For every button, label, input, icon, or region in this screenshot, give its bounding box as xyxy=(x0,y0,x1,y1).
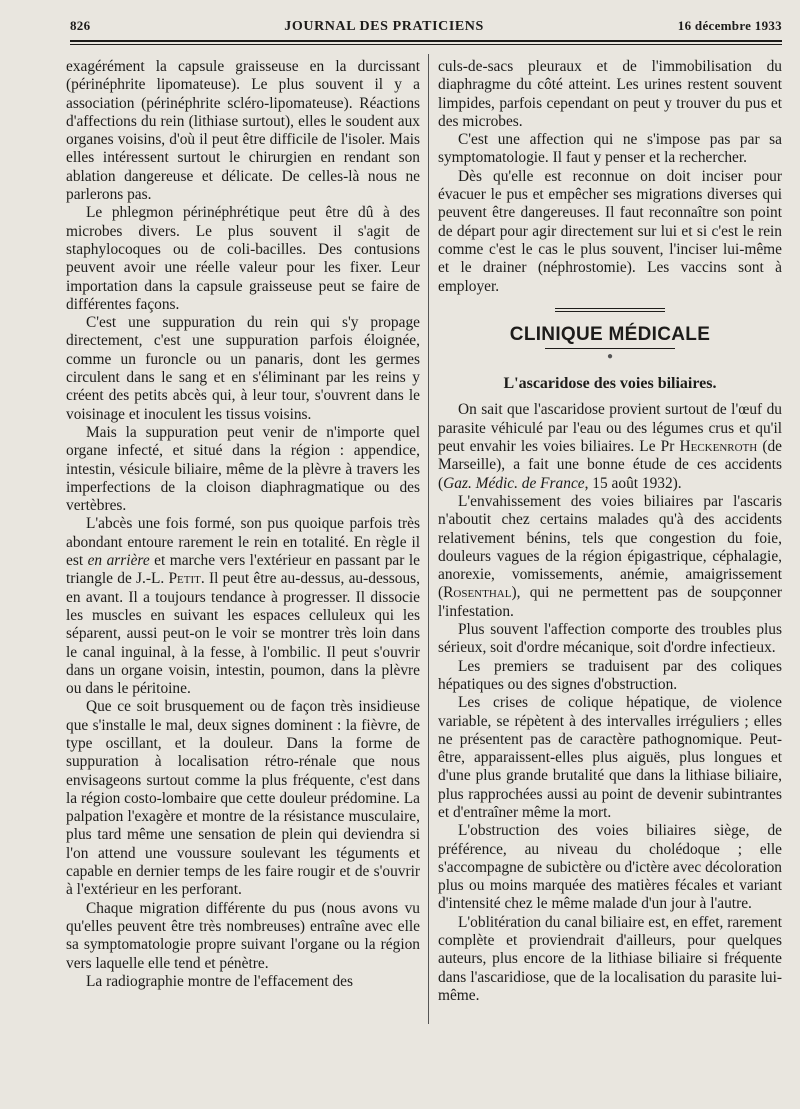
page-number: 826 xyxy=(70,18,91,33)
article-title: L'ascaridose des voies biliaires. xyxy=(503,375,717,393)
header-rule xyxy=(70,40,782,42)
author-name: Rosenthal xyxy=(443,584,512,602)
text-run: ), qui ne permettent pas de soupçonner l'infestation. xyxy=(438,584,782,620)
text-run: et marche vers l'extérieur en passant par le triangle de J.-L. xyxy=(66,552,420,588)
paragraph: L'obstruction des voies biliaires siège, de préférence, au niveau du cholédoque ; elle s'accompagne de subictère ou d'ictère avec décoloration plus ou moins marquée des matières fécales et variant d'intensité chez le même malade d'un jour à l'autre. xyxy=(438,822,782,913)
paragraph: La radiographie montre de l'effacement des xyxy=(86,972,353,990)
dot-ornament: ● xyxy=(606,351,614,363)
paragraph: Mais la suppuration peut venir de n'importe quel organe infecté, et situé dans la région : appendice, intestin, vésicule biliaire, même de la plèvre à travers les imperfections de la cloison diaphragmatique ou des vertèbres. xyxy=(66,423,420,515)
paragraph: Plus souvent l'affection comporte des troubles plus sérieux, soit d'ordre mécanique, soit d'ordre infectieux. xyxy=(438,621,782,657)
paragraph: Les crises de colique hépatique, de violence variable, se répètent à des intervalles irréguliers ; elles ne présentent pas de caractère pathognomique. Peut-être, apparaissent-elles plus aiguës, plus longues et d'une plus grande brutalité que dans la lithiase biliaire, plus rapprochées aussi au point de devenir subintrantes et d'entraîner même la mort. xyxy=(438,694,782,821)
left-column xyxy=(66,58,420,991)
paragraph xyxy=(438,401,782,492)
author-name: Heckenroth xyxy=(679,438,758,456)
paragraph: L'oblitération du canal biliaire est, en effet, rarement complète et proviendrait d'ailleurs, pour quelques auteurs, plus encore de la lithiase biliaire si fréquente dans l'ascaridiose, que de la localisation du parasite lui-même. xyxy=(438,913,782,1004)
paragraph: Le phlegmon périnéphrétique peut être dû à des microbes divers. Le plus souvent il s'agit de staphylocoques ou de coli-bacilles. Des contusions peuvent avoir une réelle valeur pour les fixer. Leur importation dans la capsule graisseuse peut se faire de différentes façons. xyxy=(66,204,420,313)
paragraph: Que ce soit brusquement ou de façon très insidieuse que s'installe le mal, deux signes dominent : la fièvre, de type oscillant, et la douleur. Dans la forme de suppuration à localisation rétro-rénale que nous envisageons surtout comme la plus fréquente, c'est dans la région costo-lombaire que cette douleur prédomine. La palpation l'exagère et montre de la résistance musculaire, plus tard même une sensation de plein qui deviendra si l'on attend une voussure soulevant les téguments et capable en dernier temps de les faire rougir et de s'ouvrir à l'extérieur en les perforant. xyxy=(66,698,420,899)
paragraph xyxy=(438,493,782,621)
paragraph: C'est une suppuration du rein qui s'y propage directement, c'est une suppuration parfois éloignée, comme un furoncle ou un panaris, dont les germes circulent dans le sang et en s'éliminant par les reins y créent des petits abcès qui, à leur tour, s'ouvrent dans le voisinage et inoculent les tissus voisins. xyxy=(66,314,420,423)
paragraph: Les premiers se traduisent par des coliques hépatiques ou des signes d'obstruction. xyxy=(438,657,782,693)
text-run: (de Marseille), a fait une bonne étude de ces accidents ( xyxy=(438,438,782,492)
author-name: Petit xyxy=(168,570,201,588)
text-run: L'envahissement des voies biliaires par l'ascaris n'aboutit chez certains malades qu'à des accidents relativement bénins, tels que congestion du foie, douleurs vagues de la région épigastrique, céphalagie, anorexie, vomissements, anémie, amaigrissement ( xyxy=(438,492,782,602)
right-column xyxy=(438,58,782,1005)
paragraph: C'est une affection qui ne s'impose pas par sa symptomatologie. Il faut y penser et la rechercher. xyxy=(438,131,782,167)
separator-line xyxy=(555,311,665,312)
journal-title: JOURNAL DES PRATICIENS xyxy=(284,19,484,34)
separator-line xyxy=(555,308,665,309)
journal-reference: Gaz. Médic. de France xyxy=(443,474,585,492)
text-run: On sait que l'ascaridose provient surtout de l'œuf du parasite véhiculé par l'eau ou des légumes crus et qu'il peut envahir les voies biliaires. Le Pr xyxy=(438,401,782,456)
header-rule-thin xyxy=(70,44,782,45)
paragraph: exagérément la capsule graisseuse en la durcissant (périnéphrite lipomateuse). Le plus souvent il y a association (périnéphrite scléro-lipomateuse). Réactions d'affections du rein (lithiase surtout), elles le soudent aux organes voisins, d'où il peut être difficile de l'isoler. Mais elles intéressent surtout le chirurgien en rendant son ablation dangereuse et délicate. De celles-là nous ne parlerons pas. xyxy=(66,58,420,204)
section-separator xyxy=(555,308,665,312)
text-run: , 15 août 1932). xyxy=(584,474,682,492)
emphasis: en arrière xyxy=(87,552,150,570)
text-run: . Il peut être au-dessus, au-dessous, en avant. Il a toujours tendance à progresser. Il dissocie les muscles en suivant les espaces celluleux qui les séparent, aussi peut-on le voir se montrer très loin dans le canal inguinal, à la fesse, à l'ombilic. Il peut s'ouvrir dans un organe voisin, intestin, poumon, dans la plèvre ou dans le péritoine. xyxy=(66,570,420,698)
paragraph xyxy=(66,515,420,698)
text-run: L'abcès une fois formé, son pus quoique parfois très abondant entoure rarement le rein en totalité. En règle il est xyxy=(66,515,420,570)
section-heading: CLINIQUE MÉDICALE xyxy=(509,323,711,345)
issue-date: 16 décembre 1933 xyxy=(677,18,782,33)
column-divider xyxy=(428,54,429,1024)
section-heading-rule xyxy=(545,348,675,349)
paragraph: Chaque migration différente du pus (nous avons vu qu'elles peuvent être très nombreuses) entraîne avec elle sa symptomatologie propre suivant l'organe ou la région vers laquelle elle tend et pénètre. xyxy=(66,899,420,972)
running-head xyxy=(70,18,782,40)
paragraph: Dès qu'elle est reconnue on doit inciser pour évacuer le pus et empêcher ses migrations diverses qui peuvent être dangereuses. Il faut reconnaître son point de départ pour agir directement sur lui et si c'est le rein comme c'est le cas le plus souvent, l'inciser lui-même et le drainer (néphrostomie). Les vaccins sont à employer. xyxy=(438,167,782,295)
paragraph: culs-de-sacs pleuraux et de l'immobilisation du diaphragme du côté atteint. Les urines restent souvent limpides, parfois cependant on peut y trouver du pus et des microbes. xyxy=(438,58,782,130)
